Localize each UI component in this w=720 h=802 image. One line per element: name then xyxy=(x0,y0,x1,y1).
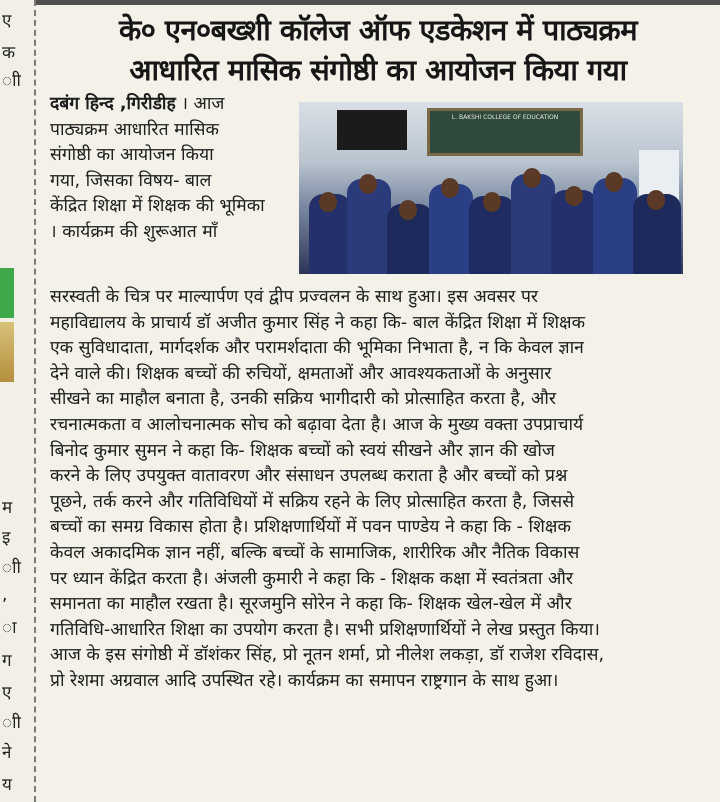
top-cut-text-edge xyxy=(36,0,720,5)
person-head xyxy=(565,186,583,206)
wall-tv xyxy=(337,110,407,150)
lead-line: गया, जिसका विषय- बाल xyxy=(50,170,212,191)
body-line: समानता का माहौल रखता है। सूरजमुनि सोरेन ने कहा कि- शिक्षक खेल-खेल में और xyxy=(50,594,572,615)
lead-line: केंद्रित शिक्षा में शिक्षक की भूमिका xyxy=(50,196,265,217)
body-line: करने के लिए उपयुक्त वातावरण और संसाधन उपलब्ध कराता है और बच्चों को प्रश्न xyxy=(50,466,568,487)
adjacent-column-strip xyxy=(0,0,36,802)
group-photo xyxy=(299,102,683,274)
person-head xyxy=(647,190,665,210)
person-head xyxy=(441,178,459,198)
body-line: बिनोद कुमार सुमन ने कहा कि- शिक्षक बच्चों को स्वयं सीखने और ज्ञान की खोज xyxy=(50,440,555,461)
person-head xyxy=(523,168,541,188)
dateline: दबंग हिन्द ,गिरीडीह xyxy=(50,94,176,114)
adjacent-column-fragment: , xyxy=(2,585,8,605)
body-line: केवल अकादमिक ज्ञान नहीं, बल्कि बच्चों के सामाजिक, शारीरिक और नैतिक विकास xyxy=(50,542,580,563)
adjacent-column-fragment: ाी xyxy=(2,71,21,91)
adjacent-column-fragment: ाी xyxy=(2,713,21,733)
body-line: एक सुविधादाता, मार्गदर्शक और परामर्शदाता की भूमिका निभाता है, न कि केवल ज्ञान xyxy=(50,338,584,359)
lead-line: । कार्यक्रम की शुरूआत माँ xyxy=(50,221,218,242)
body-line: पर ध्यान केंद्रित करता है। अंजली कुमारी ने कहा कि - शिक्षक कक्षा में स्वतंत्रता और xyxy=(50,568,574,589)
lead-line: संगोष्ठी का आयोजन किया xyxy=(50,145,214,166)
adjacent-column-fragment: ग xyxy=(2,651,12,671)
adjacent-column-fragment: ए xyxy=(2,683,12,703)
adjacent-column-fragment: इ xyxy=(2,528,11,548)
headline-line-2: आधारित मासिक संगोष्ठी का आयोजन किया गया xyxy=(129,53,627,87)
body-line: आज के इस संगोष्ठी में डॉशंकर सिंह, प्रो नूतन शर्मा, प्रो नीलेश लकड़ा, डॉ राजेश रविदास, xyxy=(50,645,605,666)
article-body xyxy=(50,285,604,695)
adjacent-column-fragment: य xyxy=(2,775,12,795)
lead-line-1: दबंग हिन्द ,गिरीडीह । आज xyxy=(50,94,225,114)
body-line: गतिविधि-आधारित शिक्षा का उपयोग करता है। सभी प्रशिक्षणार्थियों ने लेख प्रस्तुत किया। xyxy=(50,619,600,640)
adjacent-column-fragment: ए xyxy=(2,11,12,31)
lead-paragraph xyxy=(50,92,265,246)
person xyxy=(593,178,637,274)
college-banner-board xyxy=(427,108,583,156)
adjacent-photo-fragment xyxy=(0,322,14,382)
headline-line-1: के० एन०बख्शी कॉलेज ऑफ एडकेशन में पाठ्यक्रम xyxy=(118,13,638,47)
adjacent-column-fragment: ाी xyxy=(2,558,21,578)
body-line: पूछने, तर्क करने और गतिविधियों में सक्रिय रहने के लिए प्रोत्साहित करता है, जिससे xyxy=(50,491,575,512)
body-line: प्रो रेशमा अग्रवाल आदि उपस्थित रहे। कार्यक्रम का समापन राष्ट्रगान के साथ हुआ। xyxy=(50,670,559,691)
adjacent-column-fragment: ने xyxy=(2,743,12,763)
person-head xyxy=(399,200,417,220)
body-line: रचनात्मकता व आलोचनात्मक सोच को बढ़ावा देता है। आज के मुख्य वक्ता उपप्राचार्य xyxy=(50,414,584,435)
banner-text: L. BAKSHI COLLEGE OF EDUCATION xyxy=(451,114,559,121)
person xyxy=(511,174,555,274)
lead-line: पाठ्यक्रम आधारित मासिक xyxy=(50,119,219,140)
body-line: सीखने का माहौल बनाता है, उनकी सक्रिय भागीदारी को प्रोत्साहित करता है, और xyxy=(50,389,557,410)
body-line: देने वाले की। शिक्षक बच्चों की रुचियों, क्षमताओं और आवश्यकताओं के अनुसार xyxy=(50,363,552,384)
person-head xyxy=(319,192,337,212)
adjacent-column-fragment: ा xyxy=(2,618,17,638)
body-line: बच्चों का समग्र विकास होता है। प्रशिक्षणार्थियों में पवन पाण्डेय ने कहा कि - शिक्षक xyxy=(50,517,571,538)
person-head xyxy=(483,192,501,212)
body-line: सरस्वती के चित्र पर माल्यार्पण एवं द्वीप प्रज्वलन के साथ हुआ। इस अवसर पर xyxy=(50,287,539,307)
body-line: महाविद्यालय के प्राचार्य डॉ अजीत कुमार सिंह ने कहा कि- बाल केंद्रित शिक्षा में शिक्षक xyxy=(50,312,586,333)
adjacent-column-fragment: क xyxy=(2,43,16,63)
person-head xyxy=(359,174,377,194)
adjacent-column-fragment: म xyxy=(2,498,13,518)
person-head xyxy=(605,172,623,192)
next-headline-cut-off xyxy=(44,782,720,802)
adjacent-green-block xyxy=(0,268,14,318)
